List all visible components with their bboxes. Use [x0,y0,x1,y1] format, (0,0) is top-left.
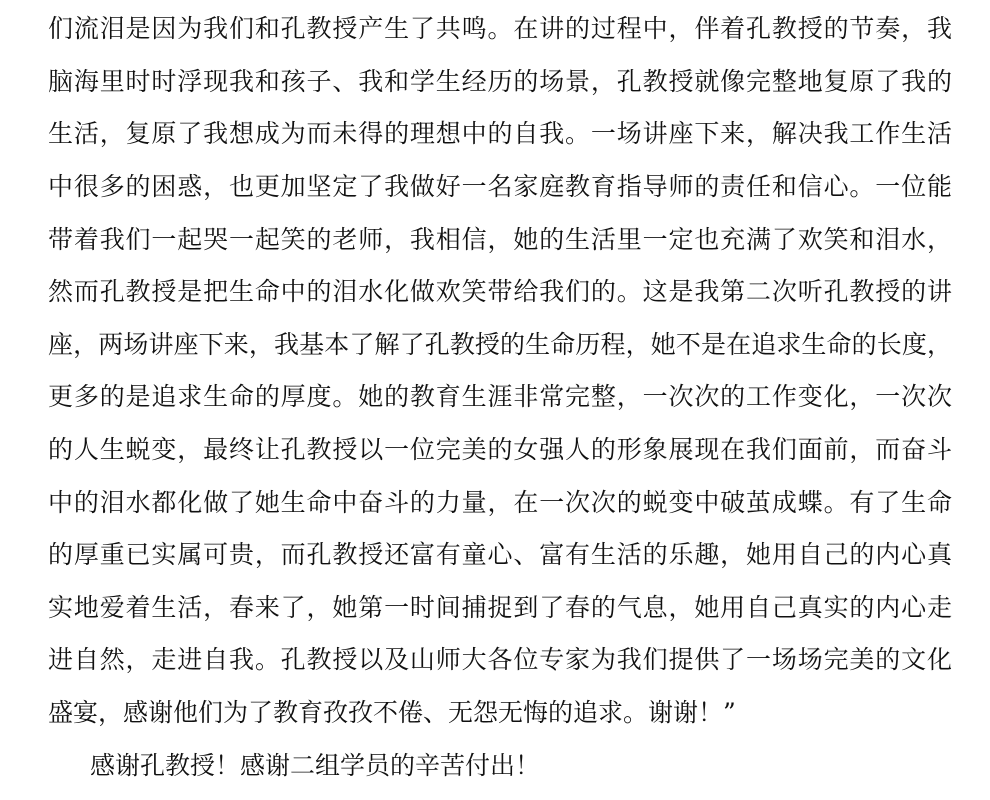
text-line-14: 盛宴，感谢他们为了教育孜孜不倦、无怨无悔的追求。谢谢！” [48,698,736,727]
text-line-3: 生活，复原了我想成为而未得的理想中的自我。一场讲座下来，解决我工作生活 [48,119,952,148]
text-line-12: 实地爱着生活，春来了，她第一时间捕捉到了春的气息，她用自己真实的内心走 [48,593,952,622]
text-line-11: 的厚重已实属可贵，而孔教授还富有童心、富有生活的乐趣，她用自己的内心真 [48,540,952,569]
text-line-6: 然而孔教授是把生命中的泪水化做欢笑带给我们的。这是我第二次听孔教授的讲 [48,277,952,306]
text-line-9: 的人生蜕变，最终让孔教授以一位完美的女强人的形象展现在我们面前，而奋斗 [48,435,952,464]
text-line-1: 们流泪是因为我们和孔教授产生了共鸣。在讲的过程中，伴着孔教授的节奏，我 [48,14,952,43]
closing-paragraph: 感谢孔教授！感谢二组学员的辛苦付出！ [90,751,541,780]
text-line-5: 带着我们一起哭一起笑的老师，我相信，她的生活里一定也充满了欢笑和泪水， [48,225,952,254]
text-line-10: 中的泪水都化做了她生命中奋斗的力量，在一次次的蜕变中破茧成蝶。有了生命 [48,488,952,517]
text-line-8: 更多的是追求生命的厚度。她的教育生涯非常完整，一次次的工作变化，一次次 [48,382,952,411]
text-line-4: 中很多的困惑，也更加坚定了我做好一名家庭教育指导师的责任和信心。一位能 [48,172,952,201]
text-line-13: 进自然，走进自我。孔教授以及山师大各位专家为我们提供了一场场完美的文化 [48,645,952,674]
text-line-2: 脑海里时时浮现我和孩子、我和学生经历的场景，孔教授就像完整地复原了我的 [48,67,952,96]
text-line-7: 座，两场讲座下来，我基本了解了孔教授的生命历程，她不是在追求生命的长度， [48,330,952,359]
